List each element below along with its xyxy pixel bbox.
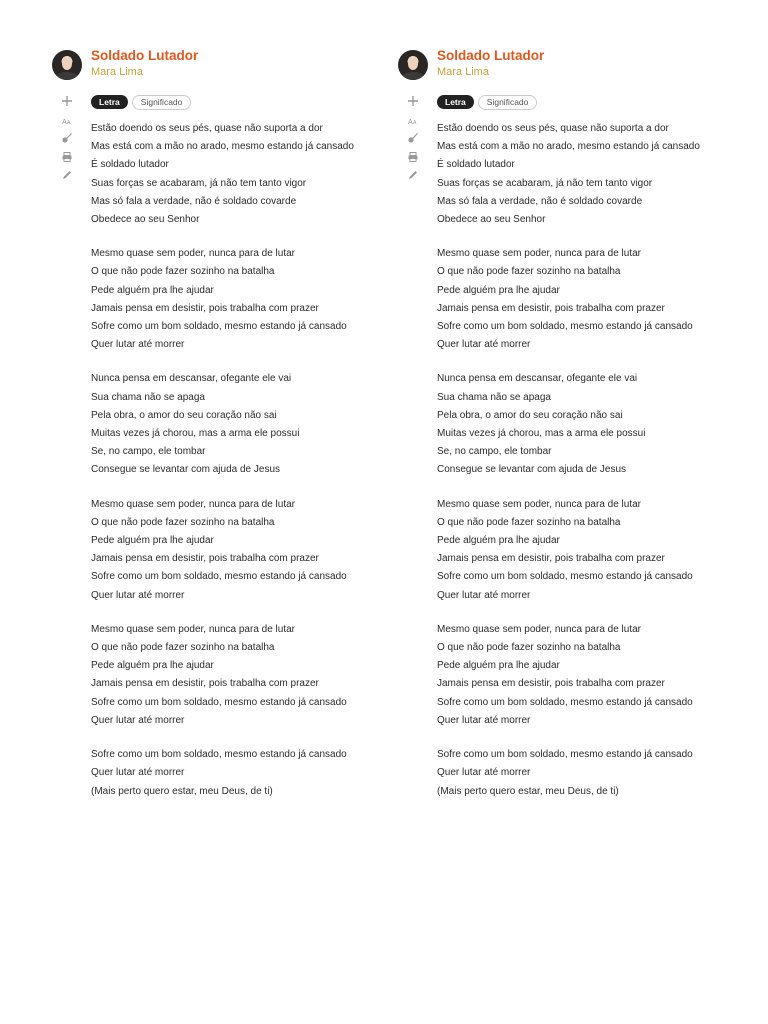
lyric-line: Mesmo quase sem poder, nunca para de lutar: [437, 498, 642, 510]
stanza: [437, 746, 700, 801]
lyric-line: É soldado lutador: [91, 159, 169, 171]
lyric-line: Jamais pensa em desistir, pois trabalha com prazer: [437, 302, 665, 314]
lyric-line: (Mais perto quero estar, meu Deus, de ti): [91, 785, 273, 797]
guitar-icon[interactable]: [406, 132, 420, 146]
font-size-icon[interactable]: [60, 114, 74, 128]
lyrics-text: [91, 120, 354, 801]
lyrics-column-left: [52, 48, 392, 817]
lyric-line: Mas está com a mão no arado, mesmo estando já cansado: [437, 141, 700, 153]
lyric-line: Sofre como um bom soldado, mesmo estando já cansado: [437, 749, 693, 761]
stanza: [437, 370, 700, 479]
lyric-line: Pela obra, o amor do seu coração não sai: [91, 409, 277, 421]
lyric-line: Quer lutar até morrer: [437, 767, 531, 779]
lyric-line: Mas só fala a verdade, não é soldado covarde: [437, 195, 643, 207]
avatar-shoulders: [401, 72, 425, 80]
song-body: [398, 93, 738, 817]
lyric-line: Suas forças se acabaram, já não tem tanto vigor: [437, 177, 653, 189]
stanza: [91, 496, 354, 605]
lyrics-content: [437, 93, 700, 817]
tab-lyrics[interactable]: Letra: [91, 95, 128, 109]
lyric-line: Sofre como um bom soldado, mesmo estando já cansado: [437, 571, 693, 583]
lyric-line: Sofre como um bom soldado, mesmo estando já cansado: [91, 571, 347, 583]
lyric-line: O que não pode fazer sozinho na batalha: [437, 642, 621, 654]
lyric-line: Pede alguém pra lhe ajudar: [91, 535, 214, 547]
lyric-line: Se, no campo, ele tombar: [91, 446, 206, 458]
lyric-line: Se, no campo, ele tombar: [437, 446, 552, 458]
svg-text:A: A: [413, 119, 417, 126]
lyric-line: Mas está com a mão no arado, mesmo estando já cansado: [91, 141, 354, 153]
lyric-line: Estão doendo os seus pés, quase não suporta a dor: [437, 123, 669, 134]
lyric-line: Quer lutar até morrer: [91, 339, 185, 351]
plus-icon[interactable]: [406, 95, 420, 109]
song-body: [52, 93, 392, 817]
lyric-line: Nunca pensa em descansar, ofegante ele vai: [437, 373, 638, 385]
lyric-line: Mesmo quase sem poder, nunca para de lutar: [91, 248, 296, 260]
stanza: [437, 120, 700, 229]
lyric-line: Pede alguém pra lhe ajudar: [437, 660, 560, 672]
svg-text:A: A: [62, 117, 67, 126]
stanza: [437, 621, 700, 730]
edit-icon[interactable]: [406, 169, 420, 183]
lyric-line: Quer lutar até morrer: [437, 339, 531, 351]
lyric-line: Consegue se levantar com ajuda de Jesus: [437, 464, 627, 476]
song-titles: [91, 48, 198, 79]
plus-icon[interactable]: [60, 95, 74, 109]
avatar-face: [408, 58, 418, 70]
song-toolbar: [398, 93, 428, 817]
lyric-line: Pede alguém pra lhe ajudar: [91, 660, 214, 672]
lyric-line: Quer lutar até morrer: [91, 714, 185, 726]
lyric-line: Muitas vezes já chorou, mas a arma ele possui: [437, 428, 646, 440]
lyrics-text: [437, 120, 700, 801]
lyric-line: Jamais pensa em desistir, pois trabalha com prazer: [437, 553, 665, 565]
lyric-line: Jamais pensa em desistir, pois trabalha com prazer: [91, 302, 319, 314]
lyric-line: Pela obra, o amor do seu coração não sai: [437, 409, 623, 421]
lyric-line: O que não pode fazer sozinho na batalha: [91, 266, 275, 278]
lyric-line: Nunca pensa em descansar, ofegante ele vai: [91, 373, 292, 385]
lyric-line: Estão doendo os seus pés, quase não suporta a dor: [91, 123, 323, 134]
lyric-line: Mas só fala a verdade, não é soldado covarde: [91, 195, 297, 207]
lyric-line: Quer lutar até morrer: [91, 589, 185, 601]
lyrics-tabs: [437, 93, 700, 111]
lyric-line: Muitas vezes já chorou, mas a arma ele possui: [91, 428, 300, 440]
lyric-line: O que não pode fazer sozinho na batalha: [437, 516, 621, 528]
lyrics-content: [91, 93, 354, 817]
lyric-line: Mesmo quase sem poder, nunca para de lutar: [437, 248, 642, 260]
lyric-line: Sofre como um bom soldado, mesmo estando já cansado: [91, 696, 347, 708]
lyric-line: Jamais pensa em desistir, pois trabalha com prazer: [437, 678, 665, 690]
font-size-icon[interactable]: [406, 114, 420, 128]
edit-icon[interactable]: [60, 169, 74, 183]
svg-text:A: A: [67, 119, 71, 126]
artist-name[interactable]: Mara Lima: [437, 66, 489, 78]
lyric-line: O que não pode fazer sozinho na batalha: [91, 642, 275, 654]
lyric-line: Sofre como um bom soldado, mesmo estando já cansado: [91, 749, 347, 761]
lyric-line: Quer lutar até morrer: [437, 714, 531, 726]
avatar-shoulders: [55, 72, 79, 80]
lyric-line: Consegue se levantar com ajuda de Jesus: [91, 464, 281, 476]
lyric-line: Mesmo quase sem poder, nunca para de lutar: [91, 498, 296, 510]
lyrics-column-right: [398, 48, 738, 817]
lyric-line: Sofre como um bom soldado, mesmo estando já cansado: [437, 321, 693, 333]
lyric-line: Quer lutar até morrer: [91, 767, 185, 779]
lyric-line: Pede alguém pra lhe ajudar: [437, 284, 560, 296]
stanza: [437, 245, 700, 354]
lyric-line: Pede alguém pra lhe ajudar: [437, 535, 560, 547]
tab-meaning[interactable]: Significado: [132, 95, 192, 110]
lyric-line: Sofre como um bom soldado, mesmo estando já cansado: [437, 696, 693, 708]
avatar-face: [62, 58, 72, 70]
artist-avatar[interactable]: [398, 50, 428, 80]
stanza: [437, 496, 700, 605]
stanza: [91, 120, 354, 229]
song-toolbar: [52, 93, 82, 817]
lyric-line: Sofre como um bom soldado, mesmo estando já cansado: [91, 321, 347, 333]
stanza: [91, 245, 354, 354]
print-icon[interactable]: [406, 151, 420, 165]
lyric-line: Sua chama não se apaga: [91, 391, 205, 403]
svg-text:A: A: [408, 117, 413, 126]
lyric-line: Mesmo quase sem poder, nunca para de lutar: [437, 623, 642, 635]
print-icon[interactable]: [60, 151, 74, 165]
lyric-line: Obedece ao seu Senhor: [91, 214, 200, 226]
stanza: [91, 621, 354, 730]
tab-lyrics[interactable]: Letra: [437, 95, 474, 109]
lyric-line: Obedece ao seu Senhor: [437, 214, 546, 226]
lyric-line: Quer lutar até morrer: [437, 589, 531, 601]
stanza: [91, 370, 354, 479]
lyric-line: Jamais pensa em desistir, pois trabalha com prazer: [91, 553, 319, 565]
artist-name[interactable]: Mara Lima: [91, 66, 143, 78]
guitar-icon[interactable]: [60, 132, 74, 146]
lyric-line: É soldado lutador: [437, 159, 515, 171]
song-titles: [437, 48, 544, 79]
lyric-line: O que não pode fazer sozinho na batalha: [91, 516, 275, 528]
song-header: [398, 48, 738, 88]
song-header: [52, 48, 392, 88]
song-title[interactable]: Soldado Lutador: [437, 48, 545, 63]
lyric-line: (Mais perto quero estar, meu Deus, de ti): [437, 785, 619, 797]
lyric-line: Sua chama não se apaga: [437, 391, 551, 403]
lyric-line: Pede alguém pra lhe ajudar: [91, 284, 214, 296]
stanza: [91, 746, 354, 801]
artist-avatar[interactable]: [52, 50, 82, 80]
lyrics-tabs: [91, 93, 354, 111]
lyric-line: Jamais pensa em desistir, pois trabalha com prazer: [91, 678, 319, 690]
lyric-line: Mesmo quase sem poder, nunca para de lutar: [91, 623, 296, 635]
tab-meaning[interactable]: Significado: [478, 95, 538, 110]
song-title[interactable]: Soldado Lutador: [91, 48, 199, 63]
lyric-line: Suas forças se acabaram, já não tem tanto vigor: [91, 177, 307, 189]
lyric-line: O que não pode fazer sozinho na batalha: [437, 266, 621, 278]
